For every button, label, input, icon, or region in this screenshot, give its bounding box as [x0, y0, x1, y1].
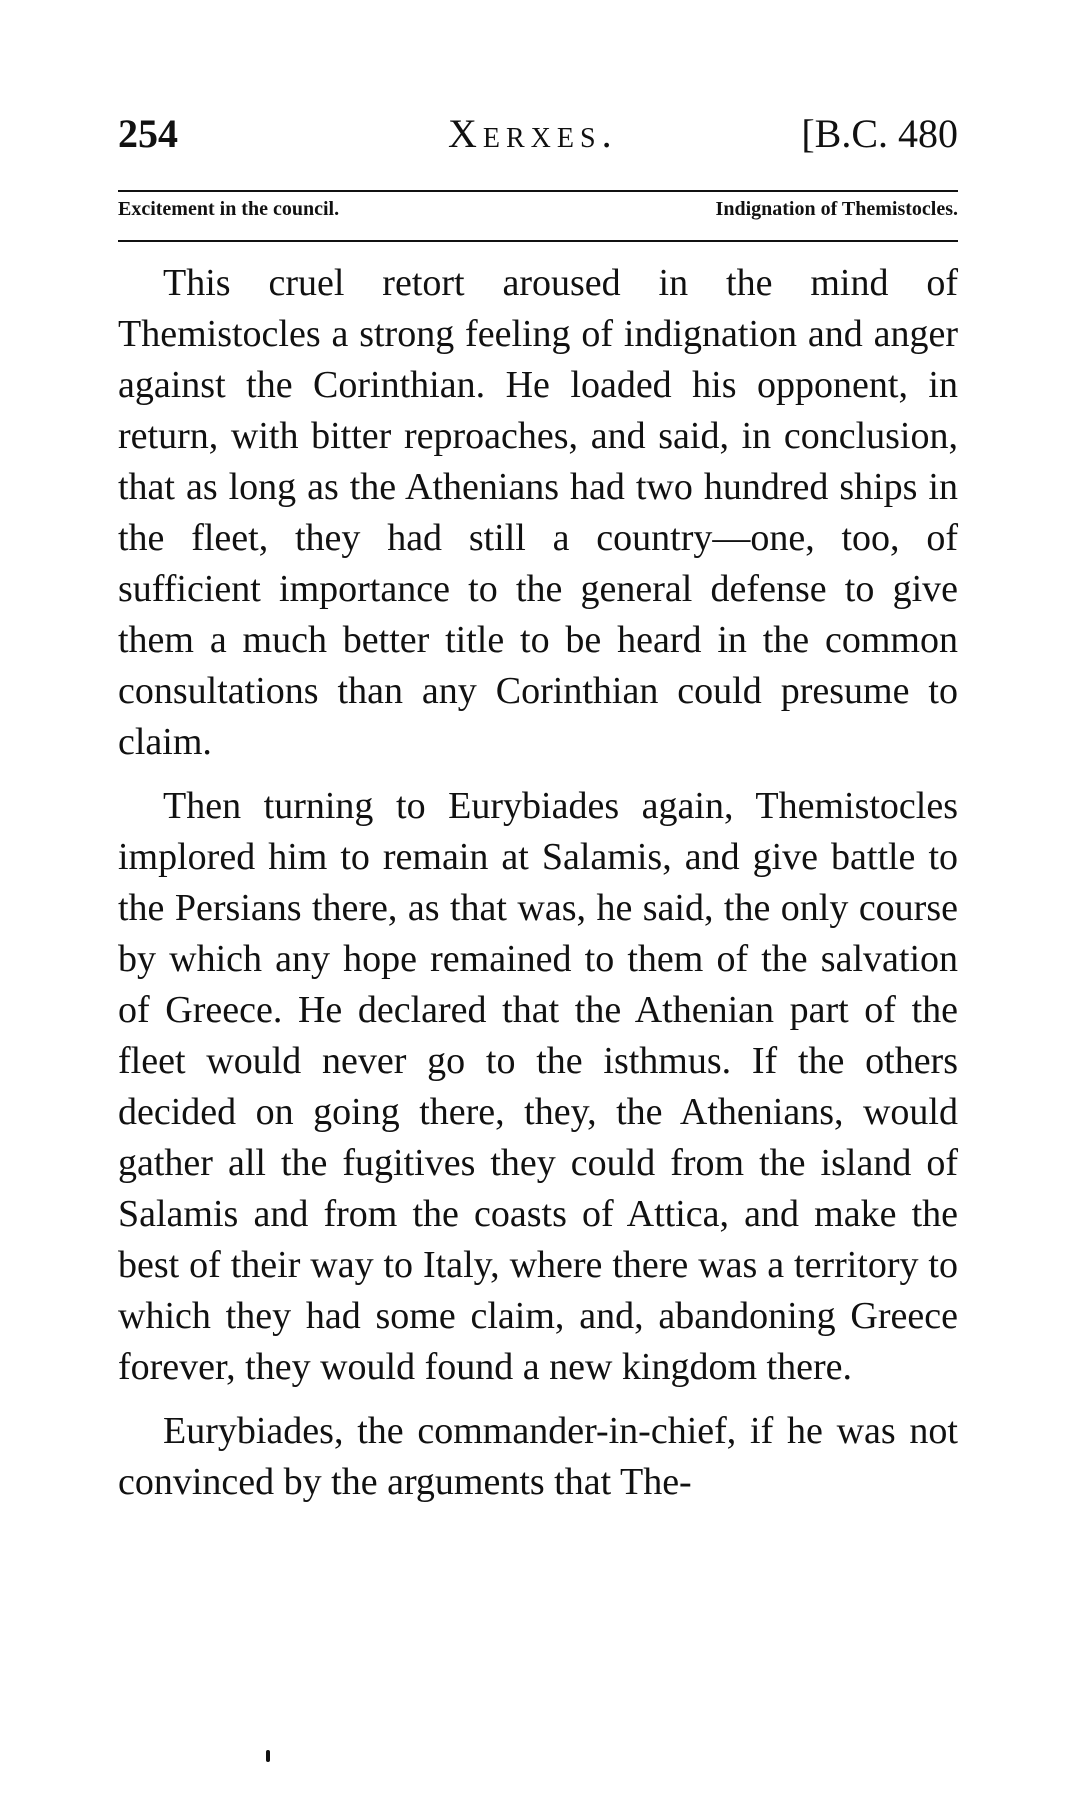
paragraph-1: This cruel retort aroused in the mind of Themistocles a strong feeling of indignation and anger against the Corinthian. He loaded his opponent, in return, with bitter reproaches, and said, in conclusion, that as long as the Athenians had two hundred ships in the fleet, they had still a country—one, too, of sufficient importance to the general defense to give them a much better title to be heard in the common consultations than any Corinthian could presume to claim.: [118, 262, 958, 763]
running-head: [118, 110, 958, 170]
sidehead-right: Indignation of Themistocles.: [715, 198, 958, 220]
date-mark: [B.C. 480: [801, 111, 958, 156]
sideheads: [118, 198, 958, 234]
running-title: Xerxes.: [448, 111, 618, 156]
header-rule-bottom: [118, 240, 958, 242]
sidehead-left: Excitement in the council.: [118, 198, 340, 220]
header-rule-top: [118, 190, 958, 192]
printer-mark: [266, 1750, 270, 1762]
paragraph-2: Then turning to Eurybiades again, Themistocles implored him to remain at Salamis, and give battle to the Persians there, as that was, he said, the only course by which any hope remained to them of the salvation of Greece. He declared that the Athenian part of the fleet would never go to the isthmus. If the others decided on going there, they, the Athenians, would gather all the fugitives they could from the island of Salamis and from the coasts of Attica, and make the best of their way to Italy, where there was a territory to which they had some claim, and, abandoning Greece forever, they would found a new kingdom there.: [118, 785, 958, 1388]
paragraph-3: Eurybiades, the commander-in-chief, if he was not convinced by the arguments that The-: [118, 1410, 958, 1503]
body-text: [118, 258, 958, 1508]
page-number: 254: [118, 111, 178, 156]
